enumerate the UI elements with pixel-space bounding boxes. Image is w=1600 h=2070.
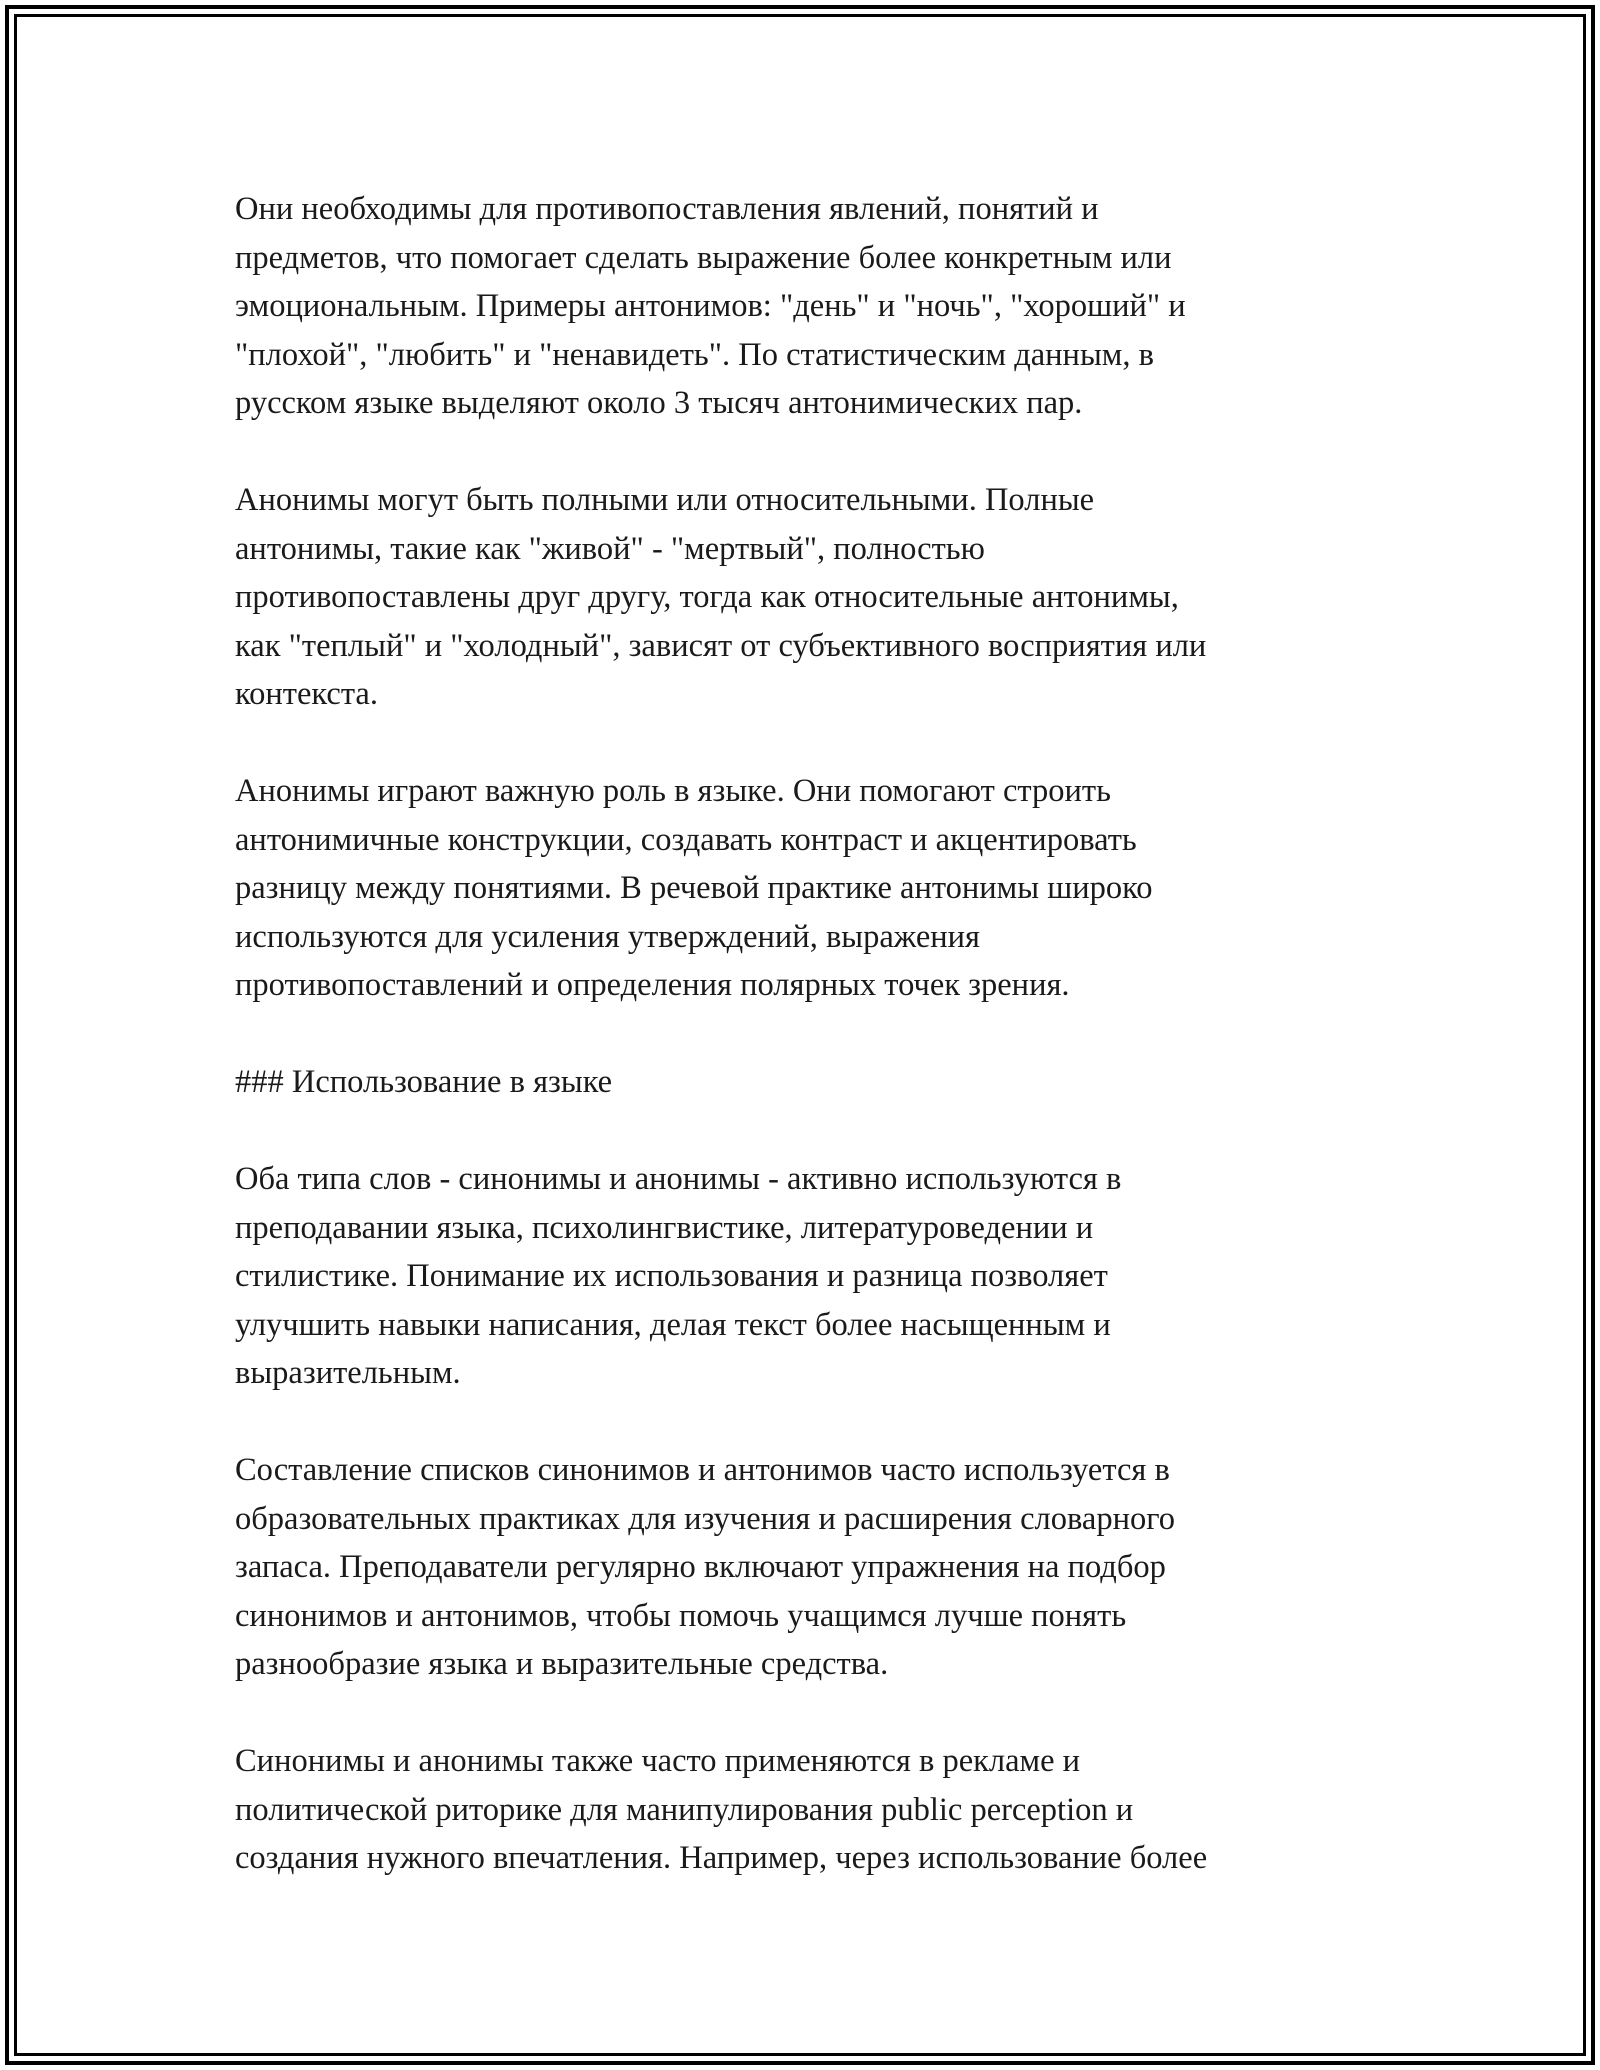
text-line: используются для усиления утверждений, выражения [235, 918, 980, 955]
text-line: русском языке выделяют около 3 тысяч антонимических пар. [235, 385, 1083, 421]
text-line: политической риторике для манипулирования public perception и [235, 1791, 1134, 1828]
text-line: Анонимы могут быть полными или относительными. Полные [235, 482, 1095, 518]
section-heading-text: ### Использование в языке [235, 1064, 613, 1100]
text-line: выразительным. [235, 1355, 461, 1391]
paragraph-advertising [235, 1737, 1365, 1883]
text-line: противопоставлены друг другу, тогда как относительные антонимы, [235, 579, 1179, 615]
paragraph-antonym-role [235, 767, 1365, 1010]
text-line: создания нужного впечатления. Например, через использование более [235, 1840, 1208, 1876]
text-line: антонимы, такие как "живой" - "мертвый", полностью [235, 530, 985, 567]
text-line: предметов, что помогает сделать выражение более конкретным или [235, 239, 1172, 276]
text-line: Анонимы играют важную роль в языке. Они помогают строить [235, 773, 1111, 809]
paragraph-antonym-types [235, 476, 1365, 719]
text-line: Синонимы и анонимы также часто применяются в рекламе и [235, 1743, 1081, 1779]
text-line: противопоставлений и определения полярных точек зрения. [235, 967, 1070, 1003]
text-line: синонимов и антонимов, чтобы помочь учащимся лучше понять [235, 1597, 1127, 1634]
text-line: улучшить навыки написания, делая текст более насыщенным и [235, 1306, 1111, 1343]
paragraph-usage-fields [235, 1155, 1365, 1398]
text-line: разницу между понятиями. В речевой практике антонимы широко [235, 870, 1153, 906]
text-line: Они необходимы для противопоставления явлений, понятий и [235, 191, 1099, 227]
text-line: как "теплый" и "холодный", зависят от субъективного восприятия или [235, 627, 1207, 664]
text-line: Оба типа слов - синонимы и анонимы - активно используются в [235, 1161, 1122, 1197]
paragraph-antonym-purpose [235, 185, 1365, 428]
text-line: преподавании языка, психолингвистике, литературоведении и [235, 1209, 1094, 1246]
paragraph-education [235, 1446, 1365, 1689]
text-line: "плохой", "любить" и "ненавидеть". По статистическим данным, в [235, 336, 1154, 373]
text-line: образовательных практиках для изучения и расширения словарного [235, 1500, 1175, 1537]
text-line: эмоциональным. Примеры антонимов: "день" и "ночь", "хороший" и [235, 288, 1186, 324]
text-line: Составление списков синонимов и антонимов часто используется в [235, 1452, 1170, 1488]
text-line: разнообразие языка и выразительные средства. [235, 1646, 889, 1682]
section-heading [235, 1058, 1365, 1107]
text-line: стилистике. Понимание их использования и разница позволяет [235, 1258, 1108, 1294]
text-line: антонимичные конструкции, создавать контраст и акцентировать [235, 821, 1137, 858]
text-line: запаса. Преподаватели регулярно включают упражнения на подбор [235, 1549, 1166, 1585]
document-body [235, 185, 1365, 1931]
text-line: контекста. [235, 676, 378, 712]
